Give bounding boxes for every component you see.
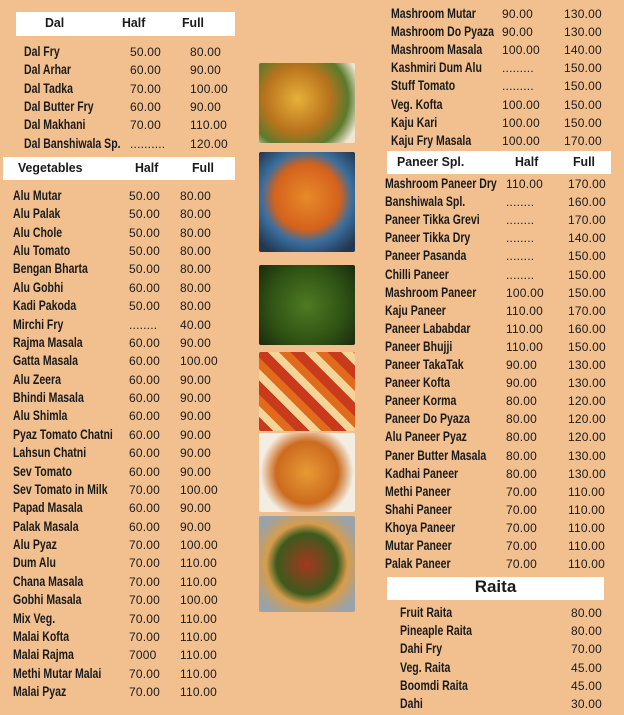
item-full-price: 80.00 <box>180 244 212 259</box>
item-half-price: ........ <box>506 249 535 264</box>
item-half-price: 80.00 <box>506 430 538 445</box>
item-full-price: 110.00 <box>568 502 606 517</box>
item-full-price: 130.00 <box>564 25 602 40</box>
item-full-price: 120.00 <box>190 136 228 151</box>
item-half-price: 70.00 <box>129 556 161 571</box>
item-name: Kadi Pakoda <box>13 298 77 314</box>
paneer-half-heading: Half <box>515 154 539 169</box>
dal-full-heading: Full <box>182 15 204 30</box>
item-half-price: 70.00 <box>129 629 161 644</box>
item-name: Veg. Raita <box>400 659 451 675</box>
item-name: Sev Tomato in Milk <box>13 481 108 497</box>
item-full-price: 110.00 <box>190 118 228 133</box>
item-full-price: 80.00 <box>190 45 222 59</box>
item-full-price: 90.00 <box>180 519 212 534</box>
item-name: Sev Tomato <box>13 463 72 479</box>
item-half-price: 7000 <box>129 648 157 663</box>
item-full-price: 160.00 <box>568 321 606 336</box>
item-full-price: 40.00 <box>180 317 212 332</box>
item-half-price: 50.00 <box>129 189 161 203</box>
item-full-price: 90.00 <box>180 335 212 350</box>
item-name: Gobhi Masala <box>13 592 82 608</box>
item-name: Kaju Kari <box>391 114 438 130</box>
item-full-price: 140.00 <box>568 231 606 246</box>
food-image-curry-bowl <box>259 152 355 252</box>
item-half-price: 70.00 <box>129 574 161 589</box>
item-half-price: 60.00 <box>129 501 161 516</box>
item-half-price: 60.00 <box>129 372 161 387</box>
item-full-price: 150.00 <box>564 79 602 94</box>
item-name: Veg. Kofta <box>391 96 443 112</box>
food-image-palak-paneer <box>259 265 355 345</box>
item-name: Alu Gobhi <box>13 279 64 295</box>
item-full-price: 120.00 <box>568 412 606 427</box>
item-full-price: 150.00 <box>564 61 602 76</box>
item-half-price: ........ <box>506 195 535 210</box>
item-name: Paner Butter Masala <box>385 447 487 463</box>
item-full-price: 130.00 <box>564 7 602 21</box>
item-name: Alu Chole <box>13 224 63 240</box>
item-name: Palak Paneer <box>385 556 451 572</box>
item-full-price: 150.00 <box>564 115 602 130</box>
paneer-title: Paneer Spl. <box>397 154 465 169</box>
item-half-price: 90.00 <box>502 7 534 21</box>
food-image-kadhai-paneer <box>259 516 355 612</box>
item-full-price: 100.00 <box>190 81 228 96</box>
item-half-price: 70.00 <box>506 520 538 535</box>
item-name: Methi Mutar Malai <box>13 665 102 681</box>
item-half-price: 70.00 <box>129 684 161 699</box>
item-full-price: 90.00 <box>180 409 212 424</box>
item-half-price: 90.00 <box>506 376 538 391</box>
item-name: Rajma Masala <box>13 334 83 350</box>
item-name: Mutar Paneer <box>385 538 452 553</box>
item-full-price: 100.00 <box>180 482 218 497</box>
item-half-price: 70.00 <box>506 502 538 517</box>
item-full-price: 90.00 <box>180 391 212 406</box>
raita-header <box>387 577 604 600</box>
item-half-price: ........ <box>506 213 535 228</box>
item-half-price: 60.00 <box>129 409 161 424</box>
item-half-price: ........ <box>129 317 158 332</box>
item-name: Pineaple Raita <box>400 623 472 639</box>
item-full-price: 110.00 <box>180 648 218 663</box>
item-half-price: 70.00 <box>129 593 161 608</box>
item-half-price: 60.00 <box>129 464 161 479</box>
item-full-price: 110.00 <box>568 557 606 572</box>
item-full-price: 170.00 <box>568 213 606 228</box>
item-full-price: 150.00 <box>568 339 606 354</box>
item-full-price: 80.00 <box>180 299 212 314</box>
item-name: Paneer Tikka Grevi <box>385 212 480 228</box>
item-half-price: ......... <box>502 61 534 76</box>
raita-title: Raita <box>474 577 517 596</box>
item-name: Dal Tadka <box>24 80 73 96</box>
item-name: Stuff Tomato <box>391 78 456 94</box>
item-name: Pyaz Tomato Chatni <box>13 426 113 442</box>
item-name: Khoya Paneer <box>385 519 456 535</box>
item-price: 80.00 <box>571 624 603 639</box>
item-half-price: 70.00 <box>129 482 161 497</box>
item-full-price: 160.00 <box>568 195 606 210</box>
item-name: Shahi Paneer <box>385 501 452 517</box>
item-name: Dahi Fry <box>400 641 443 657</box>
food-image-alu-gobhi <box>259 63 355 143</box>
item-name: Kadhai Paneer <box>385 465 459 481</box>
item-half-price: 50.00 <box>129 225 161 240</box>
item-half-price: 50.00 <box>129 299 161 314</box>
item-name: Mashroom Paneer Dry <box>385 176 497 191</box>
item-price: 30.00 <box>571 697 603 711</box>
item-name: Methi Paneer <box>385 483 451 499</box>
item-full-price: 100.00 <box>180 538 218 553</box>
item-half-price: 70.00 <box>506 539 538 553</box>
item-half-price: .......... <box>130 136 166 151</box>
item-full-price: 150.00 <box>568 285 606 300</box>
item-full-price: 110.00 <box>568 539 606 553</box>
item-name: Alu Shimla <box>13 408 68 424</box>
item-name: Dal Butter Fry <box>24 98 94 114</box>
item-half-price: 70.00 <box>129 538 161 553</box>
item-name: Paneer Do Pyaza <box>385 411 470 427</box>
item-full-price: 90.00 <box>180 501 212 516</box>
item-full-price: 150.00 <box>564 97 602 112</box>
item-half-price: 60.00 <box>130 63 162 78</box>
item-half-price: 100.00 <box>502 97 540 112</box>
item-name: Banshiwala Spl. <box>385 194 466 210</box>
item-full-price: 80.00 <box>180 280 212 295</box>
item-full-price: 100.00 <box>180 593 218 608</box>
item-name: Mashroom Do Pyaza <box>391 24 494 40</box>
item-name: Alu Zeera <box>13 371 61 387</box>
item-half-price: 110.00 <box>506 177 544 191</box>
item-half-price: 60.00 <box>129 391 161 406</box>
item-name: Paneer TakaTak <box>385 357 464 372</box>
item-full-price: 110.00 <box>568 484 606 499</box>
item-full-price: 80.00 <box>180 207 212 222</box>
item-price: 45.00 <box>571 660 603 675</box>
item-half-price: ........ <box>506 231 535 246</box>
vegetables-header <box>3 157 235 180</box>
item-name: Paneer Pasanda <box>385 248 467 264</box>
vegetables-title: Vegetables <box>18 160 83 175</box>
food-image-paneer-tikka <box>259 352 355 431</box>
item-name: Lahsun Chatni <box>13 445 87 461</box>
item-half-price: 110.00 <box>506 303 544 318</box>
item-half-price: 50.00 <box>130 45 162 59</box>
paneer-full-heading: Full <box>573 154 595 169</box>
item-name: Alu Pyaz <box>13 537 57 553</box>
item-half-price: 100.00 <box>502 43 540 58</box>
item-name: Papad Masala <box>13 500 83 516</box>
item-half-price: 60.00 <box>129 354 161 369</box>
item-full-price: 150.00 <box>568 249 606 264</box>
item-half-price: 80.00 <box>506 466 538 481</box>
item-half-price: 70.00 <box>506 557 538 572</box>
item-name: Dahi <box>400 696 423 711</box>
item-half-price: 60.00 <box>129 335 161 350</box>
item-name: Alu Paneer Pyaz <box>385 429 467 445</box>
item-name: Mix Veg. <box>13 610 56 626</box>
item-full-price: 110.00 <box>180 684 218 699</box>
item-full-price: 80.00 <box>180 225 212 240</box>
item-name: Malai Rajma <box>13 647 74 663</box>
item-price: 45.00 <box>571 678 603 693</box>
item-name: Kaju Fry Masala <box>391 132 472 148</box>
item-full-price: 90.00 <box>190 63 222 78</box>
item-name: Paneer Korma <box>385 393 457 409</box>
item-full-price: 110.00 <box>180 629 218 644</box>
item-half-price: 60.00 <box>129 280 161 295</box>
food-image-mutar-paneer <box>259 433 355 512</box>
item-name: Paneer Tikka Dry <box>385 230 471 246</box>
item-half-price: 80.00 <box>506 448 538 463</box>
item-name: Bhindi Masala <box>13 390 84 406</box>
item-half-price: 70.00 <box>130 81 162 96</box>
item-full-price: 90.00 <box>190 99 222 114</box>
item-full-price: 130.00 <box>568 376 606 391</box>
item-name: Mashroom Mutar <box>391 6 476 21</box>
item-name: Alu Palak <box>13 206 61 222</box>
item-full-price: 110.00 <box>180 556 218 571</box>
item-name: Chilli Paneer <box>385 266 449 282</box>
item-half-price: 50.00 <box>129 244 161 259</box>
item-full-price: 130.00 <box>568 448 606 463</box>
item-full-price: 90.00 <box>180 372 212 387</box>
item-half-price: 60.00 <box>129 519 161 534</box>
item-full-price: 130.00 <box>568 358 606 372</box>
item-name: Kaju Paneer <box>385 302 446 318</box>
item-half-price: 100.00 <box>502 133 540 148</box>
item-name: Paneer Lababdar <box>385 320 471 336</box>
item-name: Bengan Bharta <box>13 261 88 277</box>
item-half-price: ......... <box>502 79 534 94</box>
item-half-price: 80.00 <box>506 394 538 409</box>
item-name: Mirchi Fry <box>13 316 64 332</box>
item-full-price: 170.00 <box>568 177 606 191</box>
item-half-price: 90.00 <box>506 358 538 372</box>
item-half-price: 50.00 <box>129 262 161 277</box>
vegetables-half-heading: Half <box>135 160 159 175</box>
item-name: Kashmiri Dum Alu <box>391 60 482 76</box>
item-half-price: 60.00 <box>130 99 162 114</box>
item-full-price: 90.00 <box>180 446 212 461</box>
item-name: Mashroom Paneer <box>385 284 477 300</box>
item-full-price: 110.00 <box>180 574 218 589</box>
item-name: Dal Fry <box>24 44 60 59</box>
item-half-price: 110.00 <box>506 339 544 354</box>
item-full-price: 90.00 <box>180 464 212 479</box>
item-name: Fruit Raita <box>400 605 453 620</box>
item-full-price: 130.00 <box>568 466 606 481</box>
item-name: Chana Masala <box>13 573 84 589</box>
item-half-price: 90.00 <box>502 25 534 40</box>
item-full-price: 170.00 <box>564 133 602 148</box>
item-full-price: 80.00 <box>180 189 212 203</box>
item-full-price: 80.00 <box>180 262 212 277</box>
item-name: Dal Makhani <box>24 117 86 133</box>
item-name: Dal Arhar <box>24 62 72 78</box>
item-half-price: ........ <box>506 267 535 282</box>
item-half-price: 70.00 <box>506 484 538 499</box>
item-name: Malai Kofta <box>13 628 70 644</box>
dal-header <box>16 12 235 36</box>
item-full-price: 120.00 <box>568 394 606 409</box>
item-name: Mashroom Masala <box>391 42 483 58</box>
item-full-price: 110.00 <box>568 520 606 535</box>
paneer-header <box>387 151 611 174</box>
item-full-price: 150.00 <box>568 267 606 282</box>
item-half-price: 70.00 <box>129 666 161 681</box>
vegetables-full-heading: Full <box>192 160 214 175</box>
item-half-price: 100.00 <box>506 285 544 300</box>
item-half-price: 80.00 <box>506 412 538 427</box>
item-full-price: 90.00 <box>180 427 212 442</box>
item-half-price: 70.00 <box>130 118 162 133</box>
item-full-price: 100.00 <box>180 354 218 369</box>
item-full-price: 110.00 <box>180 611 218 626</box>
dal-title: Dal <box>45 15 65 30</box>
item-half-price: 60.00 <box>129 427 161 442</box>
item-full-price: 110.00 <box>180 666 218 681</box>
item-half-price: 60.00 <box>129 446 161 461</box>
item-half-price: 70.00 <box>129 611 161 626</box>
item-half-price: 50.00 <box>129 207 161 222</box>
item-name: Dum Alu <box>13 555 56 571</box>
item-name: Alu Tomato <box>13 243 71 259</box>
item-full-price: 120.00 <box>568 430 606 445</box>
dal-half-heading: Half <box>122 15 146 30</box>
item-name: Paneer Kofta <box>385 375 450 391</box>
item-name: Alu Mutar <box>13 188 62 203</box>
item-half-price: 110.00 <box>506 321 544 336</box>
item-name: Dal Banshiwala Sp. <box>24 135 121 151</box>
item-name: Gatta Masala <box>13 353 78 369</box>
item-name: Malai Pyaz <box>13 683 67 699</box>
item-name: Paneer Bhujji <box>385 338 453 354</box>
item-half-price: 100.00 <box>502 115 540 130</box>
item-full-price: 140.00 <box>564 43 602 58</box>
item-name: Boomdi Raita <box>400 677 468 693</box>
item-price: 80.00 <box>571 606 603 620</box>
item-name: Palak Masala <box>13 518 79 534</box>
item-price: 70.00 <box>571 642 603 657</box>
item-full-price: 170.00 <box>568 303 606 318</box>
